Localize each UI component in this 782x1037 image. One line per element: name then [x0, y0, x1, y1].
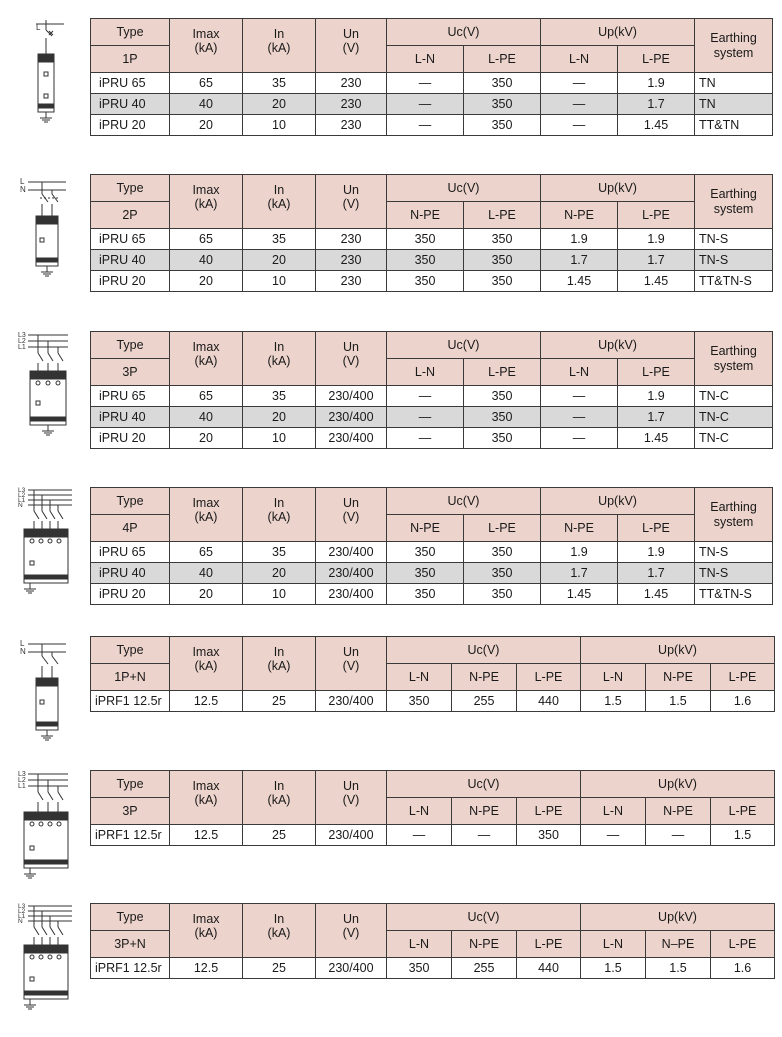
uc-cell: —	[387, 94, 464, 115]
imax-cell: 20	[170, 271, 243, 292]
in-header: In (kA)	[243, 488, 316, 542]
spec-block-3pn	[0, 903, 782, 1037]
up-cell: 1.5	[646, 958, 711, 979]
up-cell: 1.7	[618, 250, 695, 271]
imax-header: Imax (kA)	[170, 904, 243, 958]
imax-cell: 65	[170, 229, 243, 250]
uc-cell: 350	[464, 271, 541, 292]
svg-text:L3: L3	[18, 903, 26, 910]
in-header: In (kA)	[243, 175, 316, 229]
model-cell: iPRU 20	[91, 584, 170, 605]
uc-sub-2: L-PE	[464, 46, 541, 73]
uc-cell: 440	[517, 691, 581, 712]
earthing-cell: TN-S	[695, 250, 773, 271]
uc-sub-2: N-PE	[452, 931, 517, 958]
up-sub-2: N–PE	[646, 931, 711, 958]
svg-text:L1: L1	[18, 783, 26, 790]
svg-text:L: L	[20, 639, 25, 648]
uc-cell: 350	[387, 691, 452, 712]
uc-cell: 350	[387, 271, 464, 292]
table-row	[91, 542, 773, 563]
uc-header: Uc(V)	[387, 637, 581, 664]
svg-text:N: N	[20, 185, 26, 194]
single-pole-spd-icon	[18, 18, 78, 152]
un-cell: 230/400	[316, 386, 387, 407]
up-cell: 1.9	[618, 73, 695, 94]
three-pole-spd-icon	[18, 331, 78, 465]
uc-header: Uc(V)	[387, 19, 541, 46]
table-row	[91, 428, 773, 449]
imax-header: Imax (kA)	[170, 332, 243, 386]
un-header: Un (V)	[316, 488, 387, 542]
model-cell: iPRU 65	[91, 229, 170, 250]
up-sub-3: L-PE	[711, 798, 775, 825]
table-row	[91, 73, 773, 94]
up-cell: 1.7	[618, 407, 695, 428]
svg-text:L1: L1	[18, 913, 26, 920]
table-row	[91, 958, 775, 979]
up-sub-1: L-N	[541, 46, 618, 73]
earthing-cell: TT&TN	[695, 115, 773, 136]
uc-cell: 350	[464, 250, 541, 271]
in-header: In (kA)	[243, 19, 316, 73]
two-pole-spd-icon	[18, 174, 78, 308]
earthing-cell: TN-S	[695, 563, 773, 584]
imax-cell: 20	[170, 584, 243, 605]
up-cell: 1.9	[618, 542, 695, 563]
up-cell: 1.5	[581, 958, 646, 979]
type-header: Type	[91, 175, 170, 202]
in-cell: 25	[243, 691, 316, 712]
uc-sub-1: L-N	[387, 931, 452, 958]
pole-label: 3P	[91, 798, 170, 825]
model-cell: iPRF1 12.5r	[91, 825, 170, 846]
pole-label: 4P	[91, 515, 170, 542]
svg-text:N: N	[18, 918, 23, 925]
uc-cell: 350	[464, 115, 541, 136]
svg-text:L2: L2	[18, 492, 26, 499]
earthing-cell: TN-S	[695, 542, 773, 563]
un-header: Un (V)	[316, 332, 387, 386]
imax-cell: 65	[170, 73, 243, 94]
uc-cell: 350	[464, 584, 541, 605]
type-header: Type	[91, 488, 170, 515]
up-cell: 1.6	[711, 958, 775, 979]
uc-cell: —	[387, 73, 464, 94]
up-header: Up(kV)	[541, 175, 695, 202]
in-cell: 10	[243, 271, 316, 292]
imax-cell: 65	[170, 542, 243, 563]
type-header: Type	[91, 637, 170, 664]
model-cell: iPRU 65	[91, 542, 170, 563]
up-sub-1: L-N	[581, 798, 646, 825]
uc-cell: 350	[464, 428, 541, 449]
svg-text:L2: L2	[18, 908, 26, 915]
up-cell: —	[541, 407, 618, 428]
imax-header: Imax (kA)	[170, 19, 243, 73]
svg-text:N: N	[18, 502, 23, 509]
pole-label: 1P+N	[91, 664, 170, 691]
earthing-header: Earthing system	[695, 488, 773, 542]
up-sub-2: L-PE	[618, 202, 695, 229]
model-cell: iPRF1 12.5r	[91, 691, 170, 712]
imax-cell: 20	[170, 428, 243, 449]
in-cell: 20	[243, 407, 316, 428]
un-cell: 230	[316, 115, 387, 136]
model-cell: iPRU 65	[91, 73, 170, 94]
uc-sub-2: N-PE	[452, 664, 517, 691]
up-cell: 1.45	[618, 115, 695, 136]
table-row	[91, 584, 773, 605]
up-sub-3: L-PE	[711, 664, 775, 691]
uc-header: Uc(V)	[387, 332, 541, 359]
uc-cell: —	[452, 825, 517, 846]
un-cell: 230	[316, 271, 387, 292]
uc-cell: 350	[387, 958, 452, 979]
up-sub-1: N-PE	[541, 515, 618, 542]
up-cell: 1.9	[618, 229, 695, 250]
imax-cell: 12.5	[170, 691, 243, 712]
up-sub-1: L-N	[541, 359, 618, 386]
uc-header: Uc(V)	[387, 488, 541, 515]
up-cell: —	[541, 73, 618, 94]
up-cell: 1.7	[541, 250, 618, 271]
svg-text:L1: L1	[18, 344, 26, 351]
svg-text:L3: L3	[18, 771, 26, 778]
uc-cell: 350	[464, 386, 541, 407]
up-sub-2: N-PE	[646, 664, 711, 691]
svg-text:L2: L2	[18, 777, 26, 784]
pole-label: 2P	[91, 202, 170, 229]
un-cell: 230/400	[316, 428, 387, 449]
spec-block-3p-iprf	[0, 770, 782, 904]
up-sub-2: N-PE	[646, 798, 711, 825]
type-header: Type	[91, 332, 170, 359]
un-cell: 230	[316, 94, 387, 115]
uc-cell: 255	[452, 691, 517, 712]
up-cell: —	[541, 115, 618, 136]
imax-cell: 12.5	[170, 825, 243, 846]
earthing-cell: TN	[695, 94, 773, 115]
uc-cell: 350	[387, 250, 464, 271]
uc-cell: 350	[517, 825, 581, 846]
imax-header: Imax (kA)	[170, 771, 243, 825]
up-header: Up(kV)	[581, 771, 775, 798]
model-cell: iPRU 40	[91, 250, 170, 271]
imax-cell: 40	[170, 94, 243, 115]
uc-cell: 350	[464, 563, 541, 584]
up-cell: 1.45	[618, 271, 695, 292]
earthing-header: Earthing system	[695, 19, 773, 73]
in-cell: 10	[243, 584, 316, 605]
in-cell: 25	[243, 825, 316, 846]
three-pole-spd-icon	[18, 770, 78, 904]
un-cell: 230/400	[316, 563, 387, 584]
model-cell: iPRU 20	[91, 115, 170, 136]
up-header: Up(kV)	[541, 488, 695, 515]
in-header: In (kA)	[243, 332, 316, 386]
uc-cell: —	[387, 825, 452, 846]
table-row	[91, 229, 773, 250]
three-pole-neutral-spd-icon	[18, 903, 78, 1037]
earthing-cell: TN	[695, 73, 773, 94]
up-cell: —	[646, 825, 711, 846]
uc-cell: —	[387, 407, 464, 428]
up-cell: 1.45	[541, 271, 618, 292]
spec-block-3p	[0, 331, 782, 465]
svg-text:L: L	[36, 23, 41, 32]
table-row	[91, 115, 773, 136]
uc-cell: 350	[464, 542, 541, 563]
imax-cell: 12.5	[170, 958, 243, 979]
up-header: Up(kV)	[581, 904, 775, 931]
uc-header: Uc(V)	[387, 771, 581, 798]
uc-sub-2: L-PE	[464, 359, 541, 386]
up-sub-2: L-PE	[618, 46, 695, 73]
up-cell: 1.45	[618, 428, 695, 449]
spec-table-3p	[90, 331, 773, 449]
earthing-cell: TT&TN-S	[695, 271, 773, 292]
uc-cell: 350	[464, 407, 541, 428]
model-cell: iPRU 40	[91, 94, 170, 115]
uc-sub-1: L-N	[387, 798, 452, 825]
un-header: Un (V)	[316, 19, 387, 73]
earthing-header: Earthing system	[695, 175, 773, 229]
up-header: Up(kV)	[541, 19, 695, 46]
up-cell: 1.45	[541, 584, 618, 605]
four-pole-spd-icon	[18, 487, 78, 621]
earthing-cell: TN-C	[695, 386, 773, 407]
uc-sub-1: N-PE	[387, 515, 464, 542]
un-header: Un (V)	[316, 904, 387, 958]
uc-cell: —	[387, 386, 464, 407]
svg-text:L3: L3	[18, 332, 26, 339]
in-cell: 20	[243, 563, 316, 584]
table-row	[91, 271, 773, 292]
up-cell: 1.45	[618, 584, 695, 605]
up-cell: —	[541, 94, 618, 115]
up-cell: 1.5	[646, 691, 711, 712]
uc-sub-2: L-PE	[464, 202, 541, 229]
in-cell: 35	[243, 542, 316, 563]
model-cell: iPRU 40	[91, 563, 170, 584]
in-header: In (kA)	[243, 637, 316, 691]
in-cell: 20	[243, 250, 316, 271]
in-cell: 35	[243, 386, 316, 407]
spec-table-3pn	[90, 903, 775, 979]
up-cell: 1.6	[711, 691, 775, 712]
in-cell: 10	[243, 428, 316, 449]
un-cell: 230	[316, 229, 387, 250]
up-cell: 1.7	[541, 563, 618, 584]
in-cell: 20	[243, 94, 316, 115]
pole-label: 3P+N	[91, 931, 170, 958]
pole-label: 1P	[91, 46, 170, 73]
model-cell: iPRU 40	[91, 407, 170, 428]
up-header: Up(kV)	[581, 637, 775, 664]
table-row	[91, 386, 773, 407]
un-cell: 230/400	[316, 542, 387, 563]
one-pole-neutral-spd-icon	[18, 636, 78, 770]
spec-table-3p-iprf	[90, 770, 775, 846]
in-cell: 10	[243, 115, 316, 136]
up-cell: 1.9	[541, 229, 618, 250]
model-cell: iPRU 65	[91, 386, 170, 407]
up-cell: 1.5	[711, 825, 775, 846]
uc-sub-3: L-PE	[517, 798, 581, 825]
uc-sub-1: L-N	[387, 664, 452, 691]
imax-cell: 40	[170, 563, 243, 584]
up-sub-2: L-PE	[618, 359, 695, 386]
in-header: In (kA)	[243, 771, 316, 825]
uc-cell: —	[387, 115, 464, 136]
svg-text:L1: L1	[18, 497, 26, 504]
spec-block-2p	[0, 174, 782, 308]
in-header: In (kA)	[243, 904, 316, 958]
un-cell: 230/400	[316, 825, 387, 846]
spec-table-1pn	[90, 636, 775, 712]
table-row	[91, 407, 773, 428]
up-sub-2: L-PE	[618, 515, 695, 542]
earthing-cell: TN-S	[695, 229, 773, 250]
earthing-cell: TT&TN-S	[695, 584, 773, 605]
spec-table-4p	[90, 487, 773, 605]
uc-header: Uc(V)	[387, 904, 581, 931]
up-cell: 1.7	[618, 94, 695, 115]
imax-cell: 40	[170, 250, 243, 271]
in-cell: 35	[243, 73, 316, 94]
uc-cell: 440	[517, 958, 581, 979]
uc-cell: 350	[464, 229, 541, 250]
uc-cell: —	[387, 428, 464, 449]
up-sub-3: L-PE	[711, 931, 775, 958]
up-sub-1: L-N	[581, 664, 646, 691]
imax-cell: 65	[170, 386, 243, 407]
svg-text:L2: L2	[18, 338, 26, 345]
uc-header: Uc(V)	[387, 175, 541, 202]
imax-header: Imax (kA)	[170, 488, 243, 542]
un-cell: 230	[316, 73, 387, 94]
type-header: Type	[91, 904, 170, 931]
uc-sub-3: L-PE	[517, 931, 581, 958]
table-row	[91, 691, 775, 712]
up-cell: 1.7	[618, 563, 695, 584]
un-cell: 230/400	[316, 584, 387, 605]
uc-cell: 350	[464, 73, 541, 94]
model-cell: iPRF1 12.5r	[91, 958, 170, 979]
up-cell: —	[581, 825, 646, 846]
table-row	[91, 825, 775, 846]
up-cell: 1.5	[581, 691, 646, 712]
uc-cell: 350	[387, 563, 464, 584]
up-cell: 1.9	[541, 542, 618, 563]
un-header: Un (V)	[316, 771, 387, 825]
svg-text:L3: L3	[18, 487, 26, 494]
in-cell: 25	[243, 958, 316, 979]
imax-header: Imax (kA)	[170, 637, 243, 691]
imax-cell: 20	[170, 115, 243, 136]
uc-cell: 350	[387, 542, 464, 563]
up-header: Up(kV)	[541, 332, 695, 359]
imax-cell: 40	[170, 407, 243, 428]
type-header: Type	[91, 771, 170, 798]
up-sub-1: L-N	[581, 931, 646, 958]
model-cell: iPRU 20	[91, 271, 170, 292]
table-row	[91, 563, 773, 584]
un-cell: 230	[316, 250, 387, 271]
spec-table-1p	[90, 18, 773, 136]
uc-sub-3: L-PE	[517, 664, 581, 691]
type-header: Type	[91, 19, 170, 46]
svg-text:L: L	[20, 177, 25, 186]
uc-sub-1: L-N	[387, 46, 464, 73]
table-row	[91, 250, 773, 271]
up-sub-1: N-PE	[541, 202, 618, 229]
un-header: Un (V)	[316, 175, 387, 229]
spec-table-2p	[90, 174, 773, 292]
table-row	[91, 94, 773, 115]
imax-header: Imax (kA)	[170, 175, 243, 229]
svg-text:N: N	[20, 647, 26, 656]
pole-label: 3P	[91, 359, 170, 386]
up-cell: 1.9	[618, 386, 695, 407]
up-cell: —	[541, 386, 618, 407]
uc-sub-1: L-N	[387, 359, 464, 386]
uc-cell: 350	[464, 94, 541, 115]
earthing-cell: TN-C	[695, 407, 773, 428]
uc-sub-2: L-PE	[464, 515, 541, 542]
earthing-cell: TN-C	[695, 428, 773, 449]
uc-sub-2: N-PE	[452, 798, 517, 825]
un-header: Un (V)	[316, 637, 387, 691]
un-cell: 230/400	[316, 407, 387, 428]
uc-cell: 350	[387, 229, 464, 250]
spec-block-4p	[0, 487, 782, 621]
uc-cell: 255	[452, 958, 517, 979]
un-cell: 230/400	[316, 691, 387, 712]
spec-block-1p	[0, 18, 782, 152]
uc-cell: 350	[387, 584, 464, 605]
in-cell: 35	[243, 229, 316, 250]
uc-sub-1: N-PE	[387, 202, 464, 229]
un-cell: 230/400	[316, 958, 387, 979]
up-cell: —	[541, 428, 618, 449]
earthing-header: Earthing system	[695, 332, 773, 386]
model-cell: iPRU 20	[91, 428, 170, 449]
spec-block-1pn	[0, 636, 782, 770]
